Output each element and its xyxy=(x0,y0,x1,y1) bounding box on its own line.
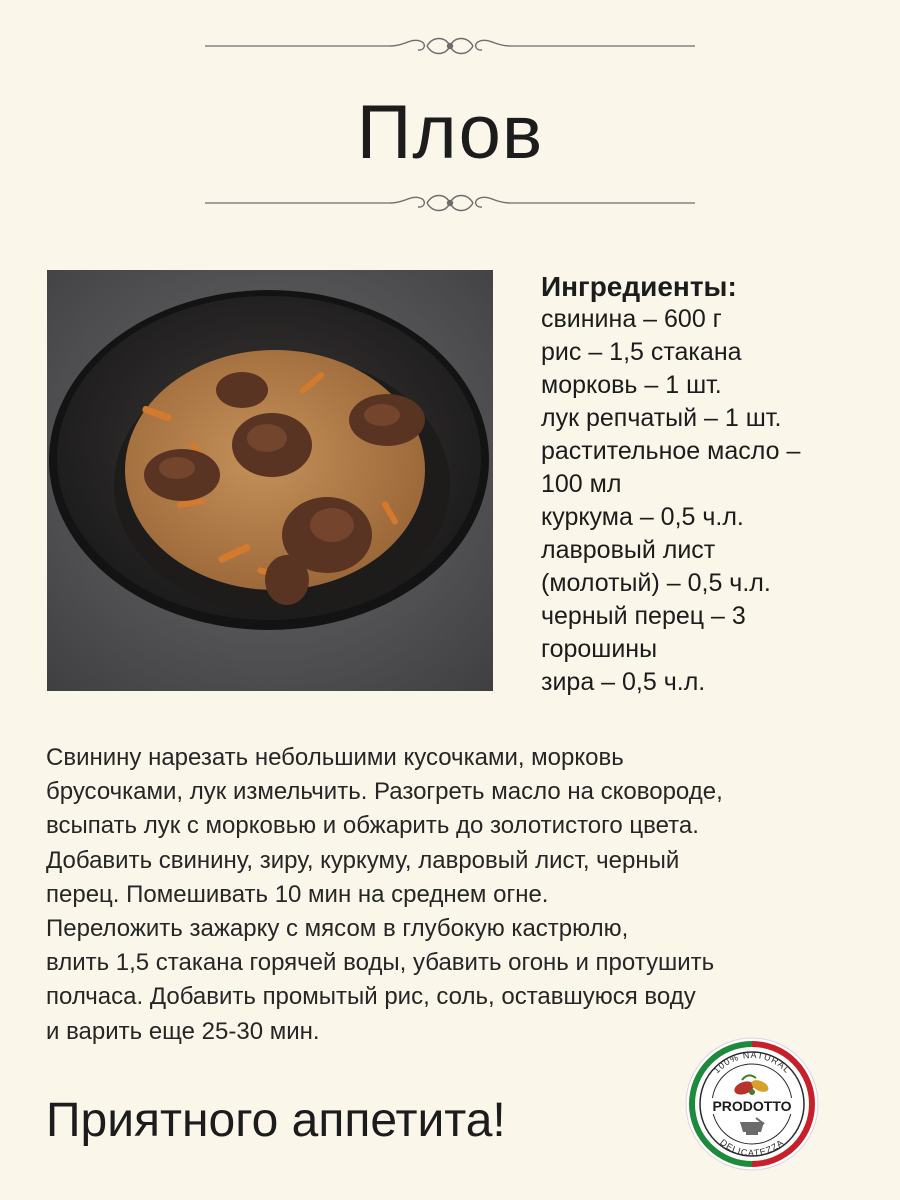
instructions-block xyxy=(46,741,866,1049)
ingredient-line: черный перец – 3 xyxy=(541,602,746,630)
pilaf-photo xyxy=(47,270,493,691)
page-title: Плов xyxy=(356,90,544,175)
brand-logo xyxy=(684,1036,820,1172)
instruction-line: полчаса. Добавить промытый рис, соль, оставшуюся воду xyxy=(46,983,696,1011)
ornament-divider-bottom xyxy=(205,190,695,216)
instruction-line: влить 1,5 стакана горячей воды, убавить огонь и протушить xyxy=(46,949,715,977)
ingredient-line: свинина – 600 г xyxy=(541,305,722,333)
logo-top-arc: 100% NATURAL xyxy=(711,1049,793,1076)
ingredient-line: лавровый лист xyxy=(541,536,716,564)
instruction-line: и варить еще 25-30 мин. xyxy=(46,1017,320,1045)
instruction-line: Добавить свинину, зиру, куркуму, лавровый лист, черный xyxy=(46,846,680,874)
ingredient-line: (молотый) – 0,5 ч.л. xyxy=(541,569,771,597)
instruction-line: всыпать лук с морковью и обжарить до золотистого цвета. xyxy=(46,812,699,840)
logo-bottom-arc: DELICATEZZA xyxy=(718,1137,786,1159)
instruction-line: Свинину нарезать небольшими кусочками, морковь xyxy=(46,744,624,771)
instruction-line: брусочками, лук измельчить. Разогреть масло на сковороде, xyxy=(46,778,723,806)
ornament-divider-top xyxy=(205,33,695,59)
ingredient-line: 100 мл xyxy=(541,470,622,498)
ingredients-block xyxy=(541,270,881,699)
ingredient-line: растительное масло – xyxy=(541,437,801,465)
instruction-line: перец. Помешивать 10 мин на среднем огне. xyxy=(46,880,549,908)
closing-message: Приятного аппетита! xyxy=(46,1094,506,1147)
ingredient-line: зира – 0,5 ч.л. xyxy=(541,668,706,696)
ingredient-line: лук репчатый – 1 шт. xyxy=(541,404,782,432)
ingredients-list xyxy=(541,303,881,699)
ingredient-line: куркума – 0,5 ч.л. xyxy=(541,503,744,531)
logo-brand: PRODOTTO xyxy=(712,1098,792,1114)
ingredient-line: горошины xyxy=(541,635,658,663)
ingredient-line: рис – 1,5 стакана xyxy=(541,338,742,366)
instruction-line: Переложить зажарку с мясом в глубокую кастрюлю, xyxy=(46,915,629,943)
ingredient-line: морковь – 1 шт. xyxy=(541,371,722,399)
ingredients-heading: Ингредиенты: xyxy=(541,271,737,302)
